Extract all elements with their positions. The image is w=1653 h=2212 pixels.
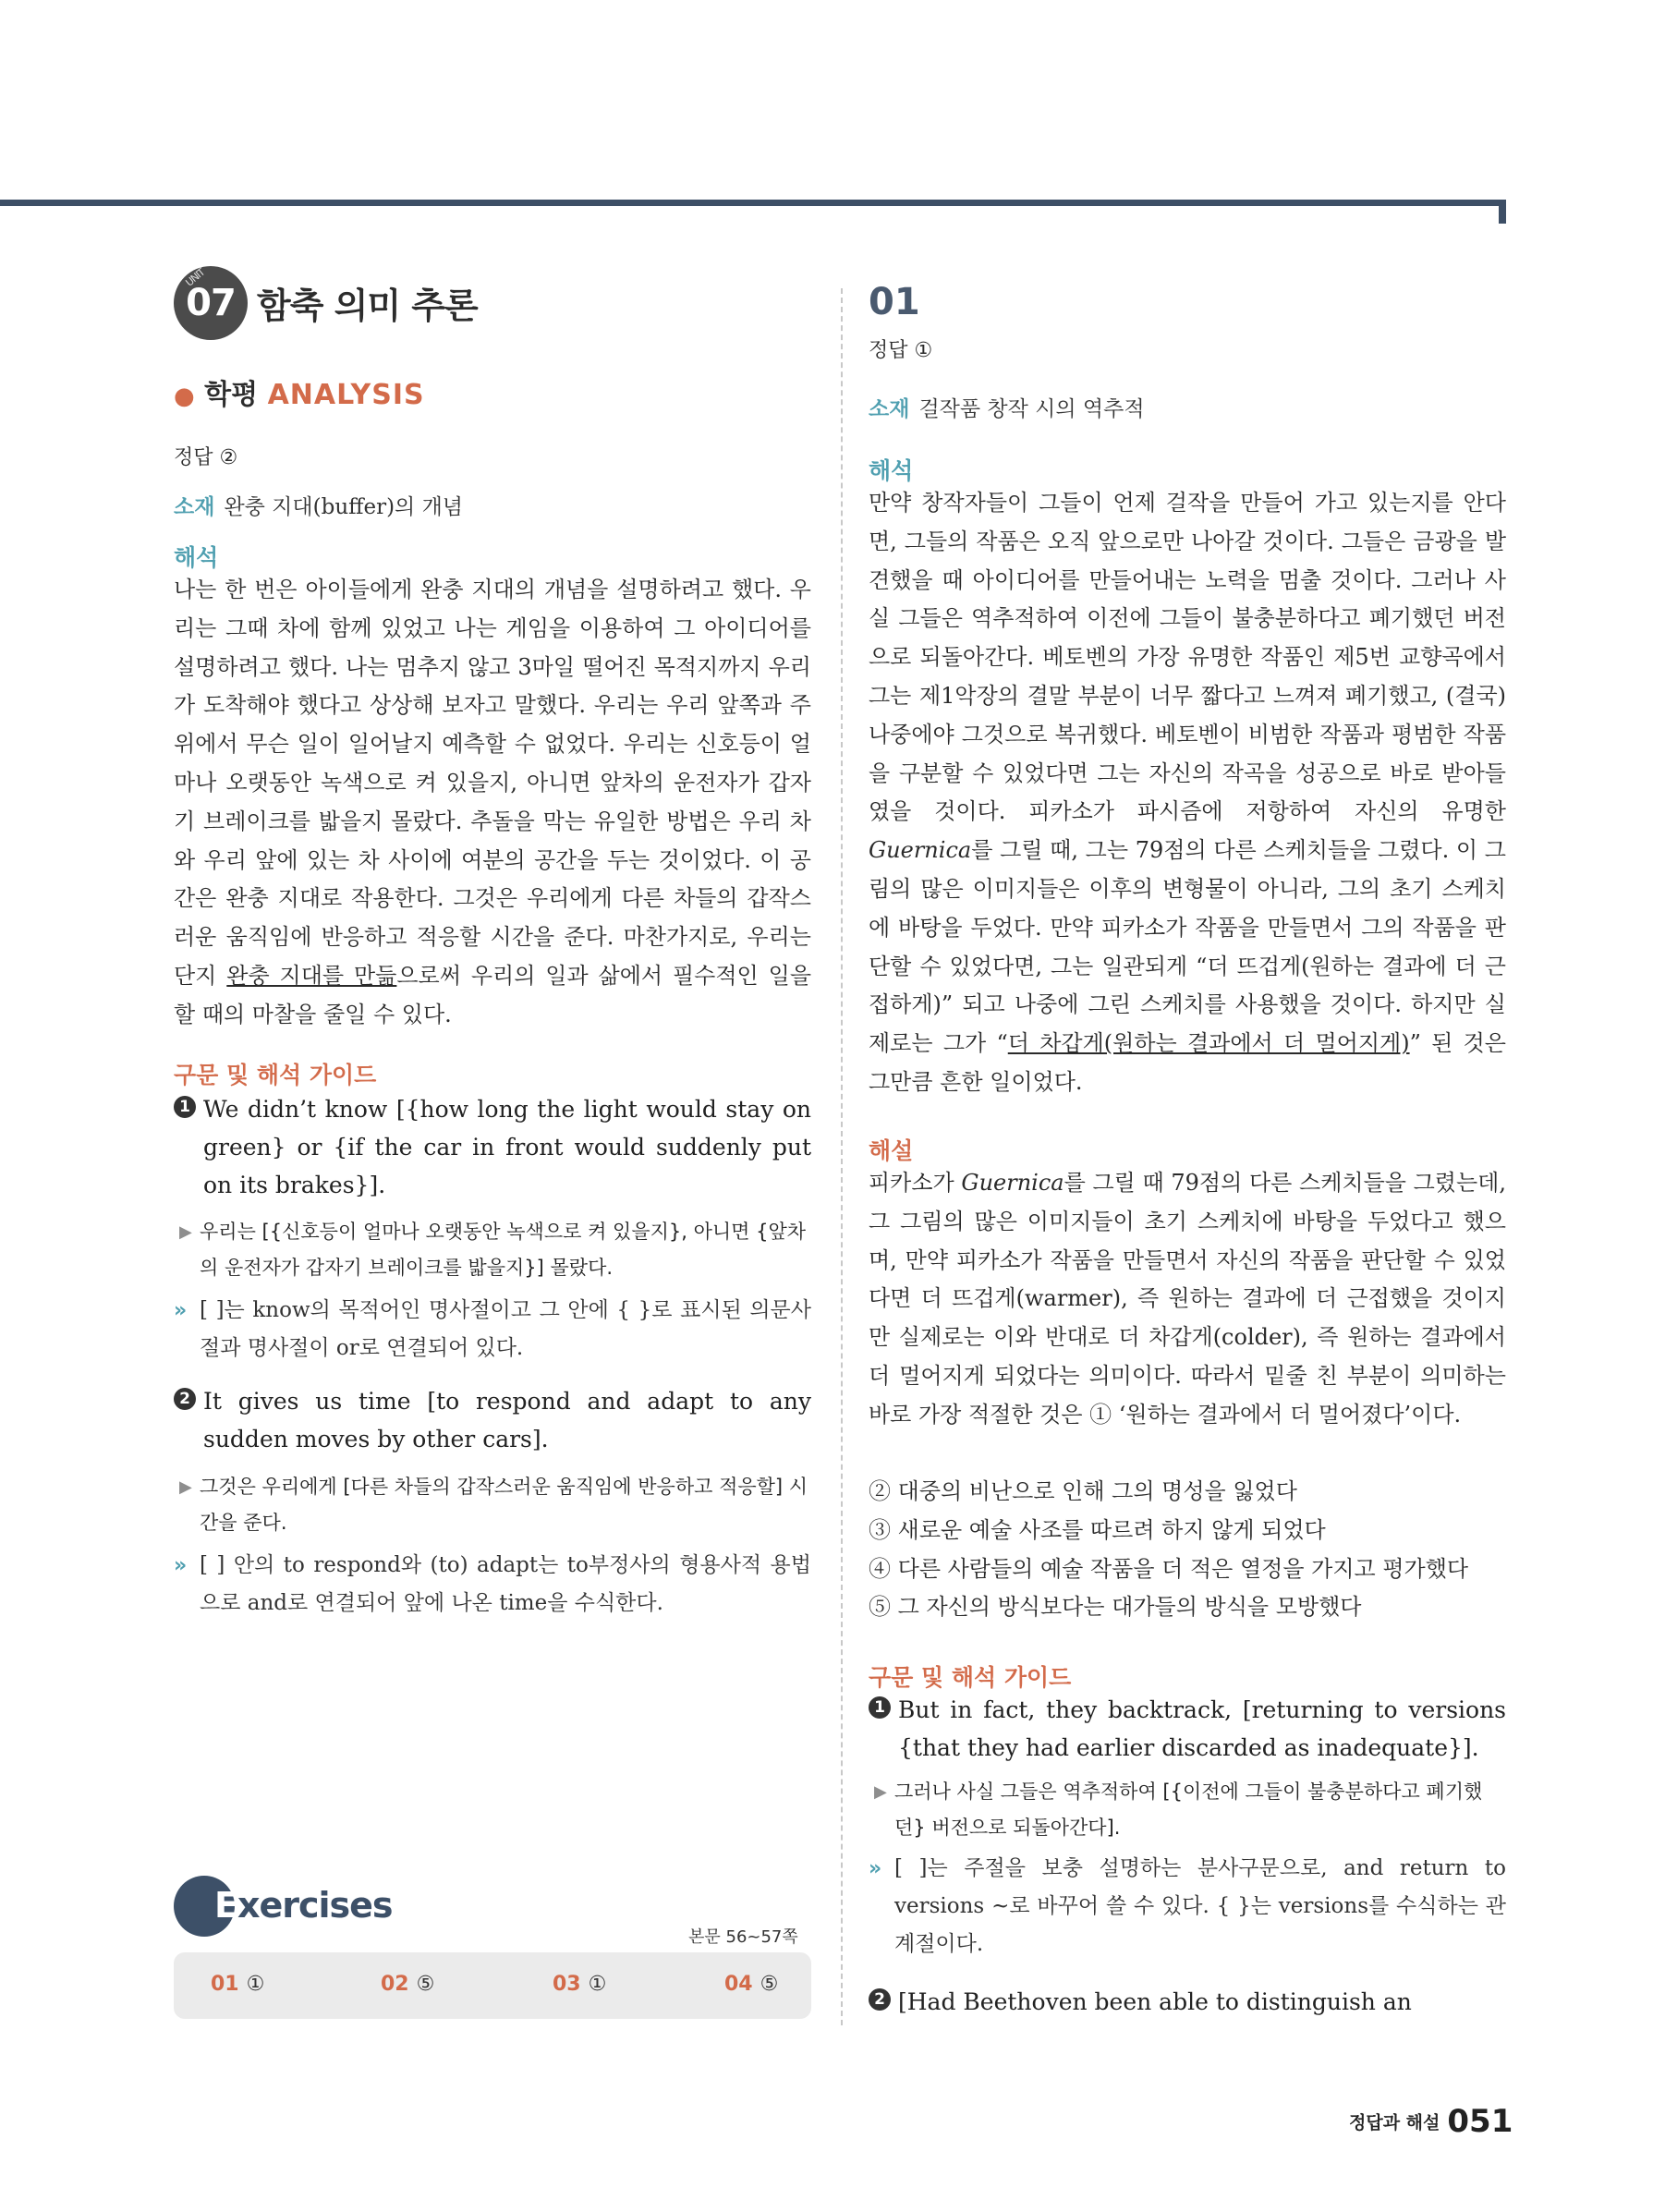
page-number: 051 (1447, 2103, 1513, 2140)
page-footer (1349, 2103, 1513, 2140)
left-guide-2-sentence: It gives us time [to respond and adapt to any sudden moves by other cars]. (203, 1388, 811, 1452)
exercise-q-answer: ⑤ (416, 1973, 435, 1996)
right-explanation-text-a: 피카소가 (869, 1170, 962, 1196)
left-guide-1-note (174, 1292, 811, 1369)
right-explanation-heading: 해설 (869, 1137, 914, 1164)
exercises-logo (174, 1876, 393, 1940)
number-circle-icon: 2 (174, 1388, 196, 1410)
left-guide-2-translation-text: 그것은 우리에게 [다른 차들의 갑작스러운 움직임에 반응하고 적응할] 시간을 준다. (200, 1476, 808, 1534)
number-circle-icon: 2 (869, 1988, 891, 2011)
exercises-answer-bar (174, 1952, 811, 2019)
exercises-page-ref: 본문 56~57쪽 (688, 1927, 798, 1947)
left-guide-1-translation-text: 우리는 [{신호등이 얼마나 오랫동안 녹색으로 켜 있을지}, 아니면 {앞차의 운전자가 갑자기 브레이크를 밟을지}] 몰랐다. (200, 1221, 807, 1279)
exercise-q-number: 03 (553, 1973, 581, 1996)
right-guide-1-note (869, 1850, 1506, 1966)
option-item: ③ 새로운 예술 사조를 따르려 하지 않게 되었다 (869, 1516, 1326, 1543)
right-topic-text: 걸작품 창작 시의 역추적 (918, 397, 1145, 421)
double-chevron-icon: » (869, 1857, 882, 1880)
option-item: ⑤ 그 자신의 방식보다는 대가들의 방식을 모방했다 (869, 1594, 1362, 1621)
triangle-bullet-icon: ▶ (874, 1782, 887, 1802)
column-divider (841, 288, 843, 2025)
exercise-answer (381, 1973, 434, 1996)
unit-badge (174, 266, 248, 340)
right-explanation-text-b: 를 그릴 때 79점의 다른 스케치들을 그렸는데, 그 그림의 많은 이미지들이 초기 스케치에 바탕을 두었다고 했으며, 만약 피카소가 작품을 만들면서 자신의 작품을 판단할 수 있었다면 더 뜨겁게(warmer), 즉 원하는 결과에 더 근접했을 것이지만 실제로는 이와 반대로 더 차갑게(colder), 즉 원하는 결과에서 더 멀어지게 되었다는 의미이다. 따라서 밑줄 친 부분이 의미하는 바로 가장 적절한 것은 ① ‘원하는 결과에서 더 멀어졌다’이다. (869, 1170, 1506, 1428)
bullet-dot-icon: ● (174, 383, 195, 410)
right-question-number: 01 (869, 281, 920, 323)
section-heading-ko: 학평 (204, 379, 259, 411)
right-guide-1-sentence: But in fact, they backtrack, [returning to versions {that they had earlier discarded as inadequate}]. (898, 1696, 1506, 1761)
left-guide-2-note (174, 1547, 811, 1624)
section-heading (174, 371, 425, 412)
exercise-q-answer: ⑤ (760, 1973, 779, 1996)
exercises-word (214, 1885, 393, 1926)
unit-title: 함축 의미 추론 (257, 286, 478, 326)
option-item: ② 대중의 비난으로 인해 그의 명성을 잃었다 (869, 1478, 1297, 1504)
left-guide-1-sentence: We didn’t know [{how long the light would stay on green} or {if the car in front would suddenly put on its brakes}]. (203, 1096, 811, 1198)
right-guide-item-1 (869, 1691, 1506, 1768)
right-guide-1-translation (869, 1774, 1506, 1848)
exercise-q-answer: ① (588, 1973, 607, 1996)
left-translation-text-b: 으로써 우리의 일과 삶에서 필수적인 일을 할 때의 마찰을 줄일 수 있다. (174, 962, 812, 1027)
left-translation-underlined: 완충 지대를 만듦 (226, 962, 397, 989)
left-translation-heading: 해석 (174, 544, 219, 571)
right-explanation-paragraph (869, 1164, 1506, 1435)
right-translation-text-b: 를 그릴 때, 그는 79점의 다른 스케치들을 그렸다. 이 그림의 많은 이미지들은 이후의 변형물이 아니라, 그의 초기 스케치에 바탕을 두었다. 만약 피카소가 작품을 만들면서 그의 작품을 판단할 수 있었다면, 그는 일관되게 “더 뜨겁게(원하는 결과에 더 근접하게)” 되고 나중에 그린 스케치를 사용했을 것이다. 하지만 실제로는 그가 “ (869, 837, 1506, 1057)
right-translation-heading: 해석 (869, 457, 914, 484)
exercise-answer (211, 1973, 264, 1996)
left-guide-1-note-text: [ ]는 know의 목적어인 명사절이고 그 안에 { }로 표시된 의문사절과 명사절이 or로 연결되어 있다. (200, 1298, 811, 1360)
left-translation-text-a: 나는 한 번은 아이들에게 완충 지대의 개념을 설명하려고 했다. 우리는 그때 차에 함께 있었고 나는 게임을 이용하여 그 아이디어를 설명하려고 했다. 나는 멈추지 않고 3마일 떨어진 목적지까지 우리가 도착해야 했다고 상상해 보자고 말했다. 우리는 우리 앞쪽과 주위에서 무슨 일이 일어날지 예측할 수 없었다. 우리는 신호등이 얼마나 오랫동안 녹색으로 켜 있을지, 아니면 앞차의 운전자가 갑자기 브레이크를 밟을지 몰랐다. 추돌을 막는 유일한 방법은 우리 차와 우리 앞에 있는 차 사이에 여분의 공간을 두는 것이었다. 이 공간은 완충 지대로 작용한다. 그것은 우리에게 다른 차들의 갑작스러운 움직임에 반응하고 적응할 시간을 준다. 마찬가지로, 우리는 단지 (174, 577, 811, 989)
left-guide-heading: 구문 및 해석 가이드 (174, 1062, 377, 1088)
right-translation-italic: Guernica (869, 837, 972, 864)
left-answer: 정답 ② (174, 446, 238, 469)
exercise-q-answer: ① (246, 1973, 265, 1996)
right-guide-item-2 (869, 1983, 1506, 2022)
exercise-q-number: 04 (724, 1973, 753, 1996)
unit-number: 07 (186, 282, 236, 324)
right-topic-label: 소재 (869, 397, 910, 421)
left-guide-item-2 (174, 1382, 811, 1460)
left-guide-2-translation (174, 1469, 811, 1543)
triangle-bullet-icon: ▶ (179, 1222, 192, 1242)
exercise-q-number: 01 (211, 1973, 239, 1996)
right-translation-text-a: 만약 창작자들이 그들이 언제 걸작을 만들어 가고 있는지를 안다면, 그들의 작품은 오직 앞으로만 나아갈 것이다. 그들은 금광을 발견했을 때 아이디어를 만들어내는 노력을 멈출 것이다. 그러나 사실 그들은 역추적하여 이전에 그들이 불충분하다고 폐기했던 버전으로 되돌아간다. 베토벤의 가장 유명한 작품인 제5번 교향곡에서 그는 제1악장의 결말 부분이 너무 짧다고 느껴져 폐기했고, (결국) 나중에야 그것으로 복귀했다. 베토벤이 비범한 작품과 평범한 작품을 구분할 수 있었다면 그는 자신의 작곡을 성공으로 바로 받아들였을 것이다. 피카소가 파시즘에 저항하여 자신의 유명한 (869, 490, 1506, 825)
right-guide-2-sentence: [Had Beethoven been able to distinguish an (898, 1988, 1412, 2015)
right-guide-1-translation-text: 그러나 사실 그들은 역추적하여 [{이전에 그들이 불충분하다고 폐기했던} 버전으로 되돌아간다]. (894, 1781, 1483, 1839)
exercises-rest: xercises (237, 1885, 393, 1926)
section-heading-en: ANALYSIS (267, 379, 425, 411)
right-options-list (869, 1473, 1506, 1627)
exercise-answer (553, 1973, 606, 1996)
footer-label: 정답과 해설 (1349, 2112, 1440, 2133)
right-answer: 정답 ① (869, 339, 933, 362)
right-translation-underlined: 더 차갑게(원하는 결과에서 더 멀어지게) (1007, 1030, 1410, 1057)
option-item: ④ 다른 사람들의 예술 작품을 더 적은 열정을 가지고 평가했다 (869, 1555, 1469, 1582)
right-translation-text-c: ” 된 것은 그만큼 흔한 일이었다. (869, 1030, 1506, 1095)
header-rule (0, 200, 1506, 206)
left-topic-text: 완충 지대(buffer)의 개념 (224, 495, 464, 519)
unit-small-label: UNIT (183, 266, 207, 289)
exercises-first-letter: E (214, 1885, 237, 1926)
number-circle-icon: 1 (174, 1096, 196, 1118)
double-chevron-icon: » (174, 1299, 188, 1322)
exercise-q-number: 02 (381, 1973, 409, 1996)
triangle-bullet-icon: ▶ (179, 1477, 192, 1497)
header-rule-tick (1499, 200, 1506, 224)
left-translation-paragraph (174, 571, 811, 1035)
double-chevron-icon: » (174, 1554, 188, 1577)
right-guide-1-note-text: [ ]는 주절을 보충 설명하는 분사구문으로, and return to versions ~로 바꾸어 쓸 수 있다. { }는 versions를 수식하는 관계절이다. (894, 1856, 1506, 1956)
right-guide-heading: 구문 및 해석 가이드 (869, 1664, 1072, 1691)
exercise-answer (724, 1973, 778, 1996)
left-topic-label: 소재 (174, 495, 215, 519)
number-circle-icon: 1 (869, 1696, 891, 1719)
left-guide-1-translation (174, 1214, 811, 1288)
unit-header (174, 264, 811, 338)
right-translation-paragraph (869, 484, 1506, 1102)
left-topic (174, 490, 463, 520)
left-guide-2-note-text: [ ] 안의 to respond와 (to) adapt는 to부정사의 형용사적 용법으로 and로 연결되어 앞에 나온 time을 수식한다. (200, 1553, 811, 1615)
right-explanation-italic: Guernica (961, 1170, 1064, 1196)
left-guide-item-1 (174, 1090, 811, 1206)
right-topic (869, 392, 1145, 422)
